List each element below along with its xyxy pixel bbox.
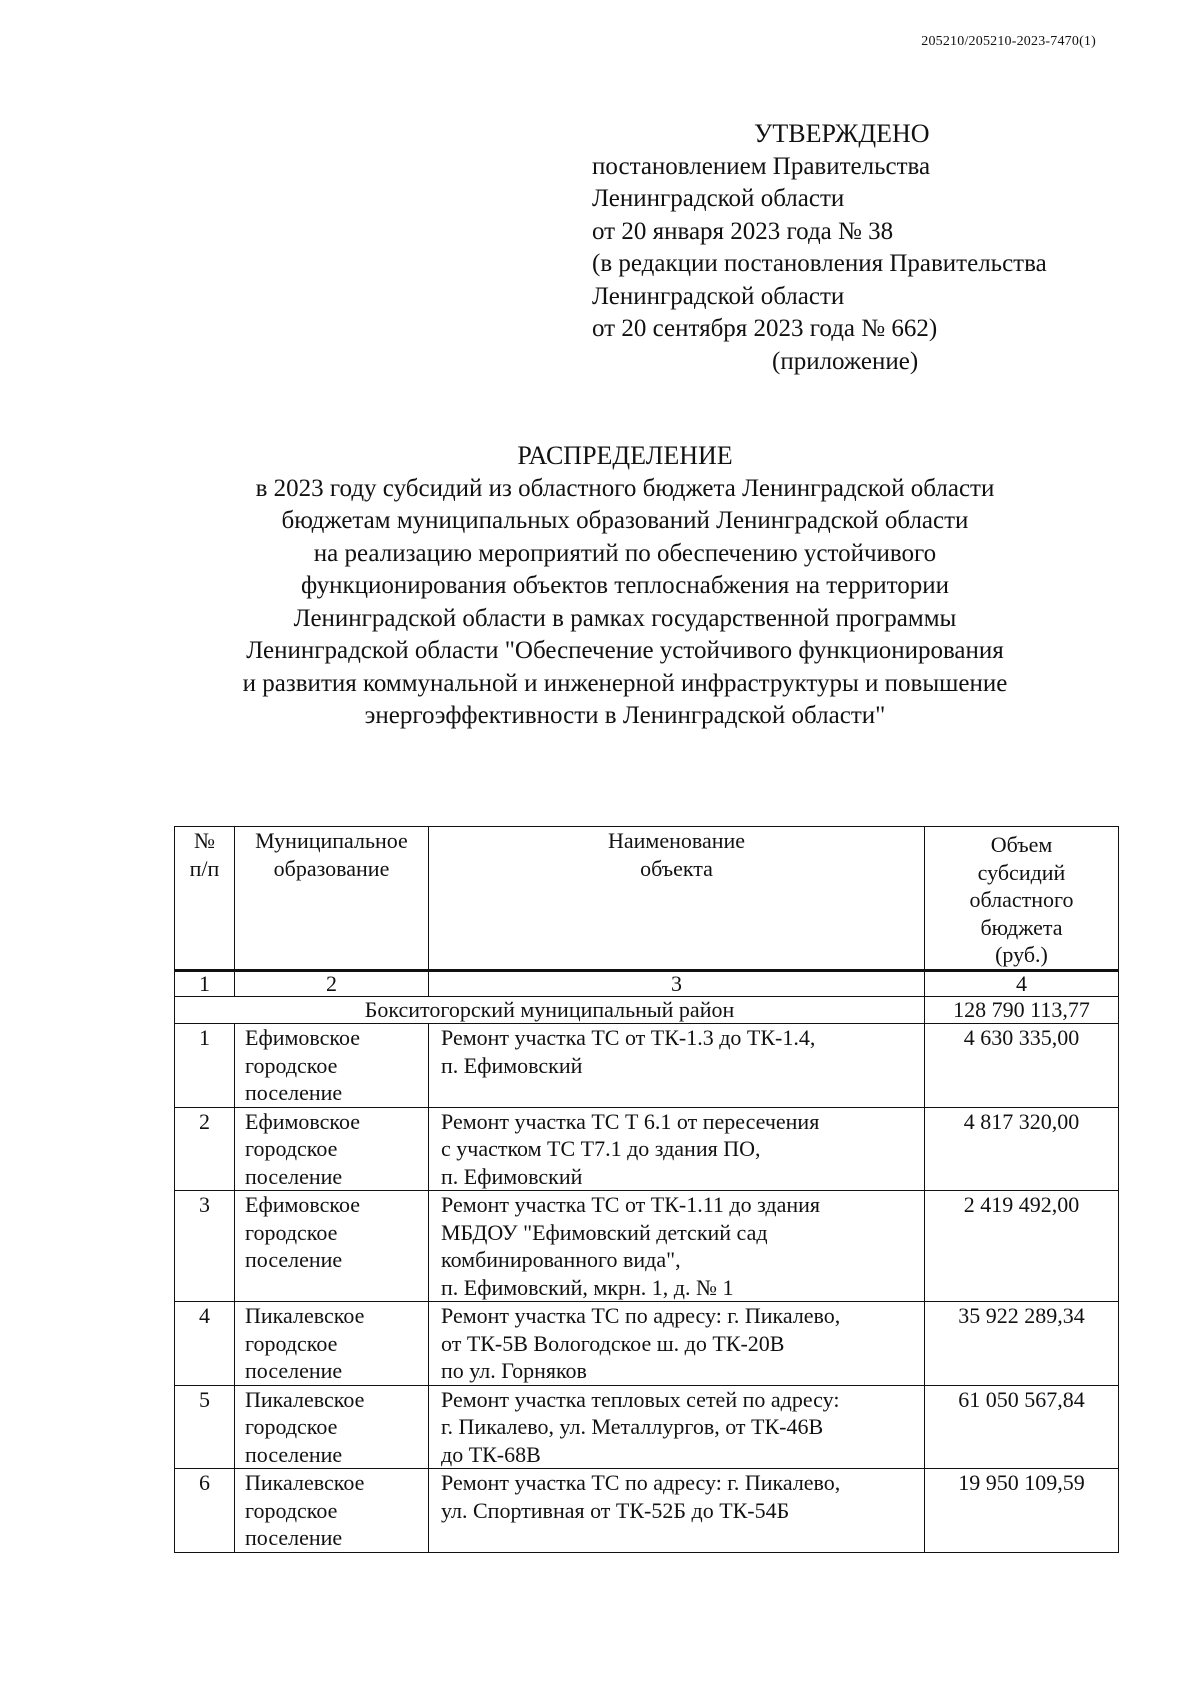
title-line: в 2023 году субсидий из областного бюджета Ленинградской области [255,474,995,502]
header-number-line: № [194,828,215,853]
header-amount-line: Объем [990,832,1053,857]
text-line: Пикалевское [245,1470,365,1495]
column-number: 1 [175,971,235,997]
row-object [429,1469,925,1553]
district-row [175,997,1119,1024]
row-municipality [235,1385,429,1469]
document-heading: РАСПРЕДЕЛЕНИЕ [517,441,733,470]
text-line: поселение [245,1247,343,1272]
text-line: Ремонт участка ТС от ТК-1.11 до здания [441,1192,821,1217]
row-number: 4 [175,1302,235,1386]
row-amount: 19 950 109,59 [925,1469,1119,1553]
text-line: Пикалевское [245,1303,365,1328]
text-line: Пикалевское [245,1386,365,1412]
row-object [429,1107,925,1191]
row-amount: 61 050 567,84 [925,1385,1119,1469]
text-line: МБДОУ "Ефимовский детский сад [441,1219,768,1245]
text-line: поселение [245,1163,343,1189]
row-amount: 35 922 289,34 [925,1302,1119,1386]
title-line: энергоэффективности в Ленинградской области" [364,702,886,729]
header-object-line: объекта [640,855,713,881]
row-object [429,1385,925,1469]
row-object [429,1302,925,1386]
table-row [175,1024,1119,1108]
text-line: п. Ефимовский, мкрн. 1, д. № 1 [441,1274,734,1300]
text-line: городское [245,1497,338,1523]
row-number: 6 [175,1469,235,1553]
header-municipality-line: образование [273,855,390,881]
text-line: Ремонт участка ТС от ТК-1.3 до ТК-1.4, [441,1025,816,1050]
subsidy-distribution-table [174,826,1119,1553]
text-line: Ремонт участка ТС по адресу: г. Пикалево, [441,1303,841,1328]
row-number: 3 [175,1191,235,1302]
text-line: Ремонт участка ТС по адресу: г. Пикалево, [441,1470,841,1495]
text-line: городское [245,1136,338,1161]
title-line: бюджетам муниципальных образований Ленинградской области [281,507,969,534]
text-line: Ефимовское [245,1108,361,1134]
text-line: городское [245,1052,338,1078]
text-line: городское [245,1414,338,1439]
text-line: по ул. Горняков [441,1358,587,1383]
row-municipality [235,1191,429,1302]
row-number: 2 [175,1107,235,1191]
header-object-line: Наименование [607,828,746,853]
header-amount-line: субсидий [977,859,1066,885]
column-number: 3 [429,971,925,997]
row-number: 1 [175,1024,235,1108]
row-amount: 4 630 335,00 [925,1024,1119,1108]
row-amount: 4 817 320,00 [925,1107,1119,1191]
column-number: 4 [925,971,1119,997]
text-line: городское [245,1330,338,1356]
header-number-line: п/п [189,855,220,881]
header-amount [925,827,1119,971]
table-row [175,1191,1119,1302]
title-line: Ленинградской области в рамках государственной программы [293,604,957,632]
approval-line: (в редакции постановления Правительства [592,250,1047,277]
text-line: от ТК-5В Вологодское ш. до ТК-20В [441,1330,785,1356]
row-number: 5 [175,1385,235,1469]
header-municipality-line: Муниципальное [255,828,408,853]
text-line: Ефимовское [245,1192,361,1217]
document-title-block [100,440,1150,733]
text-line: Ефимовское [245,1025,361,1050]
header-number [175,827,235,971]
text-line: Ремонт участка тепловых сетей по адресу: [441,1386,840,1412]
district-name: Бокситогорский муниципальный район [175,997,925,1024]
header-amount-line: (руб.) [995,942,1048,967]
row-amount: 2 419 492,00 [925,1191,1119,1302]
title-line: Ленинградской области "Обеспечение устойчивого функционирования [246,637,1004,664]
row-municipality [235,1024,429,1108]
text-line: г. Пикалево, ул. Металлургов, от ТК-46В [441,1414,824,1439]
approval-appendix: (приложение) [772,347,919,375]
text-line: комбинированного вида", [441,1247,681,1272]
text-line: поселение [245,1525,343,1550]
approval-line: постановлением Правительства [592,152,931,180]
text-line: п. Ефимовский [441,1163,583,1189]
header-municipality [235,827,429,971]
title-line: и развития коммунальной и инженерной инфраструктуры и повышение [242,669,1008,697]
row-municipality [235,1107,429,1191]
text-line: п. Ефимовский [441,1052,583,1078]
text-line: городское [245,1219,338,1245]
table-row [175,1302,1119,1386]
text-line: поселение [245,1080,343,1105]
row-municipality [235,1469,429,1553]
text-line: Ремонт участка ТС Т 6.1 от пересечения [441,1108,820,1134]
row-municipality [235,1302,429,1386]
text-line: до ТК-68В [441,1441,541,1467]
header-object [429,827,925,971]
approval-line: Ленинградской области [592,282,845,310]
title-line: функционирования объектов теплоснабжения на территории [301,572,949,599]
approval-block [592,118,1047,378]
approval-line: Ленинградской области [592,185,845,212]
table-header-row [175,827,1119,971]
text-line: с участком ТС Т7.1 до здания ПО, [441,1136,761,1161]
approval-title: УТВЕРЖДЕНО [754,119,930,148]
column-number: 2 [235,971,429,997]
table-row [175,1469,1119,1553]
header-amount-line: бюджета [980,914,1063,940]
table-row [175,1107,1119,1191]
row-object [429,1191,925,1302]
document-id: 205210/205210-2023-7470(1) [921,34,1096,49]
column-numbering-row [175,971,1119,997]
district-total: 128 790 113,77 [925,997,1119,1024]
title-line: на реализацию мероприятий по обеспечению устойчивого [313,539,937,567]
text-line: поселение [245,1358,343,1383]
approval-line: от 20 сентября 2023 года № 662) [592,315,938,342]
text-line: ул. Спортивная от ТК-52Б до ТК-54Б [441,1497,790,1523]
table-row [175,1385,1119,1469]
text-line: поселение [245,1441,343,1467]
approval-line: от 20 января 2023 года № 38 [592,217,894,245]
row-object [429,1024,925,1108]
header-amount-line: областного [969,887,1074,912]
